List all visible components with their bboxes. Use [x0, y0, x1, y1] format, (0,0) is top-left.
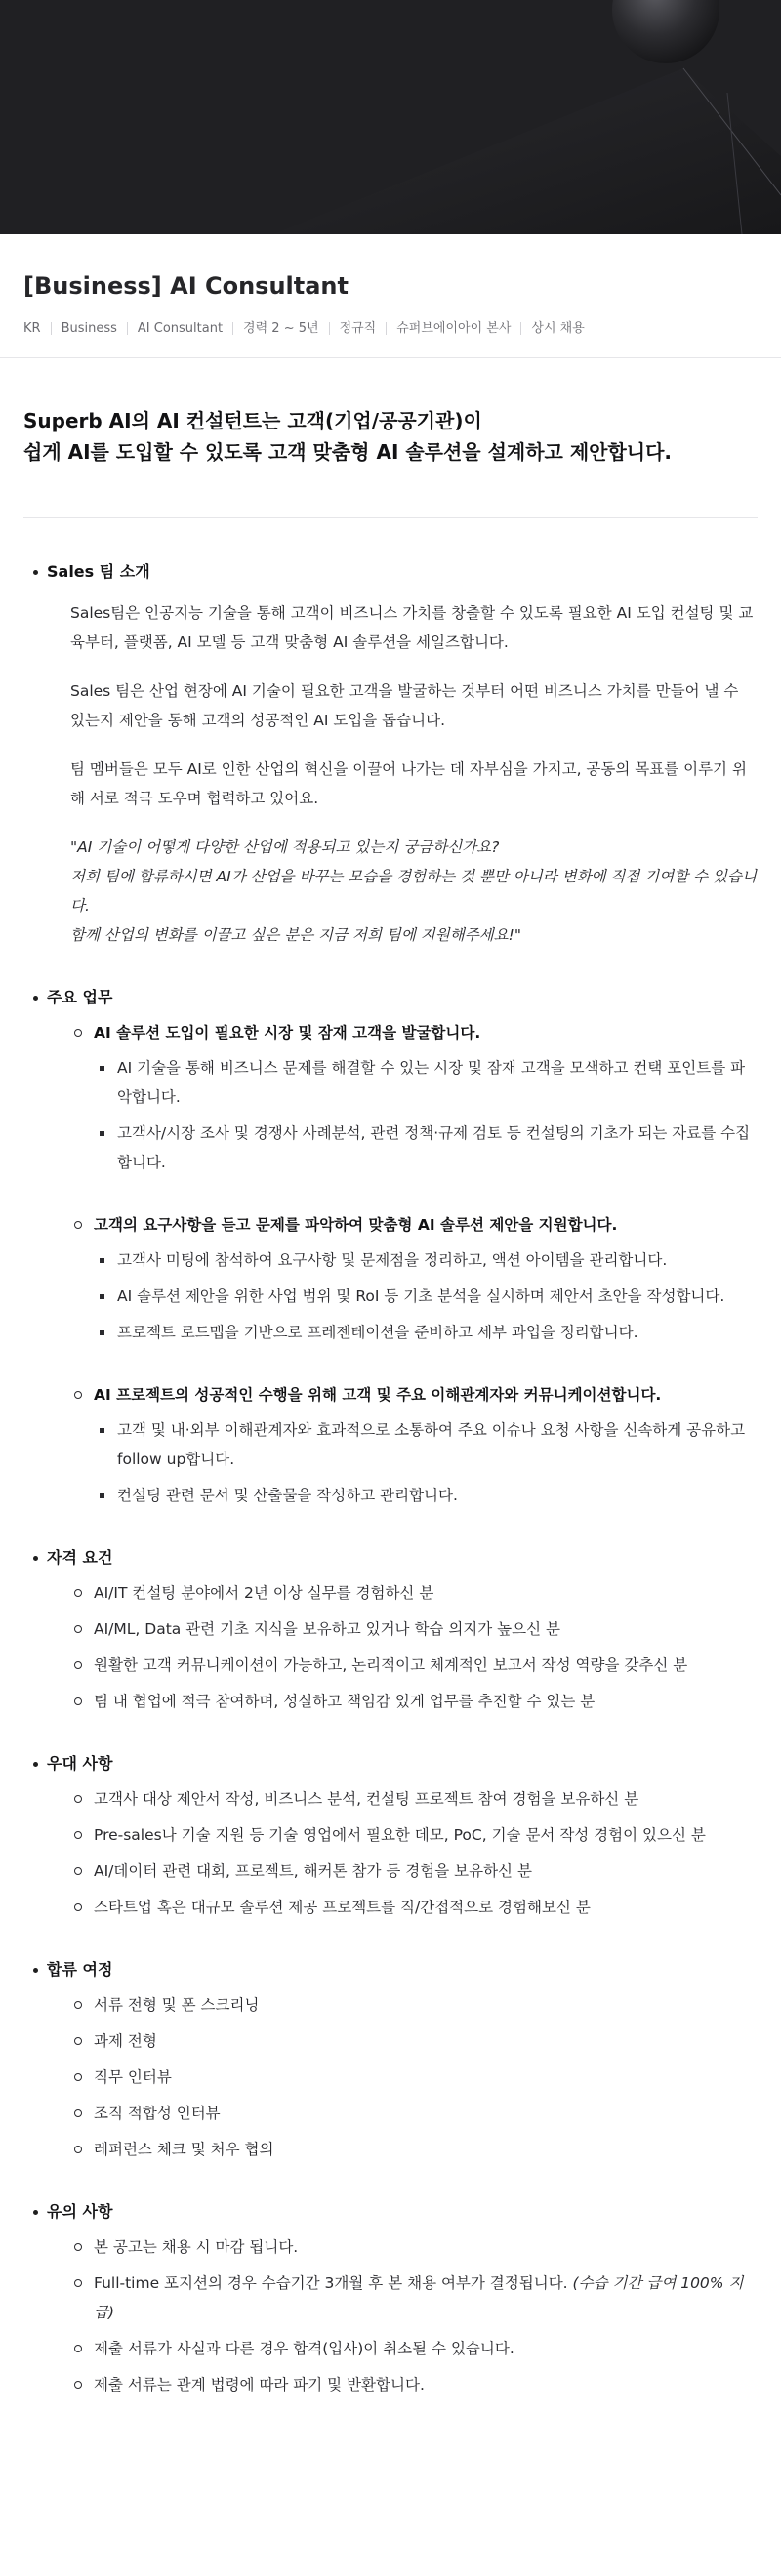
list-item-text: 컨설팅 관련 문서 및 산출물을 작성하고 관리합니다.: [117, 1487, 458, 1504]
meta-department: Business: [51, 322, 127, 335]
square-bullet-icon: [100, 1258, 104, 1263]
list-item-text: 프로젝트 로드맵을 기반으로 프레젠테이션을 준비하고 세부 과업을 정리합니다.: [117, 1324, 638, 1341]
team-paragraph-2: Sales 팀은 산업 현장에 AI 기술이 필요한 고객을 발굴하는 것부터 어떤 비즈니스 가치를 만들어 낼 수 있는지 제안을 통해 고객의 성공적인 AI 도입을 돕습니다.: [70, 682, 739, 729]
circle-bullet-icon: [74, 2381, 82, 2389]
probation-note: (수습 기간 급여 100% 지급): [94, 2274, 744, 2321]
duty-group-heading: AI 프로젝트의 성공적인 수행을 위해 고객 및 주요 이해관계자와 커뮤니케이션합니다.: [94, 1386, 662, 1404]
list-item: [94, 1119, 758, 1177]
list-item-text: 고객 및 내·외부 이해관계자와 효과적으로 소통하여 주요 이슈나 요청 사항을 신속하게 공유하고 follow up합니다.: [117, 1421, 746, 1468]
circle-bullet-icon: [74, 1697, 82, 1705]
intro-line-1: Superb AI의 AI 컨설턴트는 고객(기업/공공기관)이: [23, 409, 482, 432]
intro-headline: [0, 358, 781, 468]
list-item: [70, 1651, 758, 1680]
list-item-text: 스타트업 혹은 대규모 솔루션 제공 프로젝트를 직/간접적으로 경험해보신 분: [94, 1899, 591, 1916]
square-bullet-icon: [100, 1131, 104, 1136]
list-item: [94, 1053, 758, 1112]
circle-bullet-icon: [74, 1795, 82, 1803]
circle-bullet-icon: [74, 2001, 82, 2009]
circle-bullet-icon: [74, 1831, 82, 1839]
list-item-text: 제출 서류가 사실과 다른 경우 합격(입사)이 취소될 수 있습니다.: [94, 2340, 514, 2357]
circle-bullet-icon: [74, 2109, 82, 2117]
list-item: [94, 1415, 758, 1474]
section-preferred: [23, 1749, 758, 1922]
list-item: [94, 1318, 758, 1347]
list-item-text: 레퍼런스 체크 및 처우 협의: [94, 2141, 274, 2158]
list-item: [94, 1282, 758, 1311]
list-item: [70, 2099, 758, 2128]
job-description: [0, 518, 781, 2399]
list-item-text: 직무 인터뷰: [94, 2068, 172, 2086]
quote-line-1: "AI 기술이 어떻게 다양한 산업에 적용되고 있는지 궁금하신가요?: [70, 838, 500, 856]
duty-group: [70, 1380, 758, 1510]
quote-line-3: 함께 산업의 변화를 이끌고 싶은 분은 지금 저희 팀에 지원해주세요!": [70, 926, 521, 944]
bullet-icon: [33, 570, 38, 575]
list-item: [70, 2370, 758, 2399]
circle-bullet-icon: [74, 1625, 82, 1633]
circle-bullet-icon: [74, 1661, 82, 1669]
list-item: [70, 2269, 758, 2327]
circle-bullet-icon: [74, 2037, 82, 2045]
circle-bullet-icon: [74, 1903, 82, 1911]
hero-banner: [0, 0, 781, 234]
list-item: [70, 1857, 758, 1886]
circle-bullet-icon: [74, 2243, 82, 2251]
list-item: [70, 1578, 758, 1608]
list-item-text: 고객사 대상 제안서 작성, 비즈니스 분석, 컨설팅 프로젝트 참여 경험을 보유하신 분: [94, 1790, 639, 1808]
list-item: [70, 1687, 758, 1716]
bullet-icon: [33, 2210, 38, 2215]
list-item: [70, 1784, 758, 1814]
section-notes: [23, 2197, 758, 2399]
meta-position: AI Consultant: [127, 322, 232, 335]
list-item: [70, 2232, 758, 2262]
list-item-text: 제출 서류는 관계 법령에 따라 파기 및 반환합니다.: [94, 2376, 425, 2393]
circle-bullet-icon: [74, 2279, 82, 2287]
team-paragraph-3: 팀 멤버들은 모두 AI로 인한 산업의 혁신을 이끌어 나가는 데 자부심을 가지고, 공동의 목표를 이루기 위해 서로 적극 도우며 협력하고 있어요.: [70, 760, 747, 807]
section-duties: [23, 983, 758, 1510]
list-item: [70, 1990, 758, 2020]
list-item: [94, 1246, 758, 1275]
duty-group: [70, 1210, 758, 1347]
intro-line-2: 쉽게 AI를 도입할 수 있도록 고객 맞춤형 AI 솔루션을 설계하고 제안합니다.: [23, 440, 673, 464]
section-title: 자격 요건: [47, 1548, 113, 1567]
job-meta: [23, 322, 758, 335]
section-process: [23, 1955, 758, 2164]
circle-bullet-icon: [74, 1029, 82, 1037]
list-item-text: 팀 내 협업에 적극 참여하며, 성실하고 책임감 있게 업무를 추진할 수 있는 분: [94, 1693, 596, 1710]
list-item: [70, 1820, 758, 1850]
square-bullet-icon: [100, 1294, 104, 1299]
square-bullet-icon: [100, 1493, 104, 1498]
meta-location: 슈퍼브에이아이 본사: [386, 322, 520, 335]
list-item-text: Pre-sales나 기술 지원 등 기술 영업에서 필요한 데모, PoC, 기술 문서 작성 경험이 있으신 분: [94, 1826, 706, 1844]
section-team: [23, 557, 758, 950]
list-item: [70, 2063, 758, 2092]
list-item-text: 고객사 미팅에 참석하여 요구사항 및 문제점을 정리하고, 액션 아이템을 관리합니다.: [117, 1251, 668, 1269]
section-requirements: [23, 1543, 758, 1716]
list-item-text: AI/IT 컨설팅 분야에서 2년 이상 실무를 경험하신 분: [94, 1584, 434, 1602]
section-title: 유의 사항: [47, 2202, 113, 2221]
list-item-text: 서류 전형 및 폰 스크리닝: [94, 1996, 260, 2014]
hero-artwork: [0, 0, 781, 234]
section-title: Sales 팀 소개: [47, 562, 150, 581]
list-item-text: AI 기술을 통해 비즈니스 문제를 해결할 수 있는 시장 및 잠재 고객을 모색하고 컨택 포인트를 파악합니다.: [117, 1059, 746, 1106]
list-item-text: 고객사/시장 조사 및 경쟁사 사례분석, 관련 정책·규제 검토 등 컨설팅의 기초가 되는 자료를 수집합니다.: [117, 1124, 751, 1171]
section-title: 우대 사항: [47, 1754, 113, 1773]
bullet-icon: [33, 1556, 38, 1561]
section-title: 주요 업무: [47, 988, 113, 1006]
circle-bullet-icon: [74, 1867, 82, 1875]
square-bullet-icon: [100, 1066, 104, 1071]
team-quote: [70, 833, 758, 950]
circle-bullet-icon: [74, 1391, 82, 1399]
list-item: [70, 1893, 758, 1922]
duty-group: [70, 1018, 758, 1177]
list-item-text: 조직 적합성 인터뷰: [94, 2105, 221, 2122]
list-item-text: 과제 전형: [94, 2032, 157, 2050]
meta-hiring-status: 상시 채용: [520, 322, 594, 335]
meta-employment-type: 정규직: [329, 322, 387, 335]
list-item: [70, 2026, 758, 2056]
circle-bullet-icon: [74, 2345, 82, 2352]
quote-line-2: 저희 팀에 합류하시면 AI가 산업을 바꾸는 모습을 경험하는 것 뿐만 아니라 변화에 직접 기여할 수 있습니다.: [70, 868, 757, 915]
list-item-text: AI 솔루션 제안을 위한 사업 범위 및 RoI 등 기초 분석을 실시하며 제안서 초안을 작성합니다.: [117, 1288, 725, 1305]
circle-bullet-icon: [74, 2073, 82, 2081]
bullet-icon: [33, 996, 38, 1001]
job-header: [0, 234, 781, 335]
bullet-icon: [33, 1762, 38, 1767]
list-item: [94, 1481, 758, 1510]
list-item: [70, 1615, 758, 1644]
list-item-text: 본 공고는 채용 시 마감 됩니다.: [94, 2238, 299, 2256]
duty-group-heading: AI 솔루션 도입이 필요한 시장 및 잠재 고객을 발굴합니다.: [94, 1024, 481, 1042]
list-item-text: AI/데이터 관련 대회, 프로젝트, 해커톤 참가 등 경험을 보유하신 분: [94, 1862, 532, 1880]
team-paragraph-1: Sales팀은 인공지능 기술을 통해 고객이 비즈니스 가치를 창출할 수 있도록 필요한 AI 도입 컨설팅 및 교육부터, 플랫폼, AI 모델 등 고객 맞춤형 AI 솔루션을 세일즈합니다.: [70, 604, 754, 651]
bullet-icon: [33, 1968, 38, 1973]
circle-bullet-icon: [74, 1589, 82, 1597]
section-title: 합류 여정: [47, 1960, 113, 1979]
meta-country: KR: [23, 321, 41, 336]
circle-bullet-icon: [74, 2146, 82, 2153]
circle-bullet-icon: [74, 1221, 82, 1229]
job-title: [Business] AI Consultant: [23, 272, 349, 300]
list-item: [70, 2334, 758, 2363]
list-item-text: 원활한 고객 커뮤니케이션이 가능하고, 논리적이고 체계적인 보고서 작성 역량을 갖추신 분: [94, 1656, 688, 1674]
list-item: [70, 2135, 758, 2164]
square-bullet-icon: [100, 1428, 104, 1433]
list-item-text: AI/ML, Data 관련 기초 지식을 보유하고 있거나 학습 의지가 높으신 분: [94, 1620, 560, 1638]
list-item-text: Full-time 포지션의 경우 수습기간 3개월 후 본 채용 여부가 결정됩니다.: [94, 2274, 568, 2292]
square-bullet-icon: [100, 1330, 104, 1335]
duty-group-heading: 고객의 요구사항을 듣고 문제를 파악하여 맞춤형 AI 솔루션 제안을 지원합니다.: [94, 1216, 618, 1234]
meta-experience: 경력 2 ~ 5년: [232, 322, 329, 335]
